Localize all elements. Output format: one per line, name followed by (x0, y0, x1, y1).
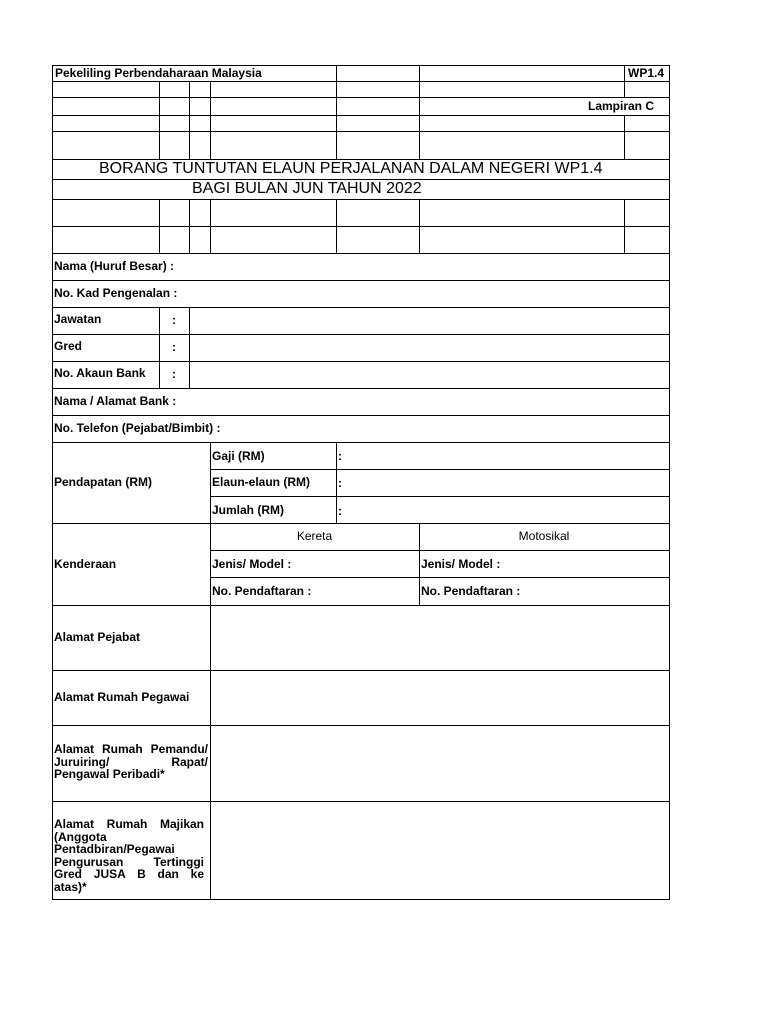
grid-line (52, 97, 670, 98)
car-registration-label: No. Pendaftaran : (212, 584, 312, 598)
position-label: Jawatan (54, 312, 102, 326)
phone-label: No. Telefon (Pejabat/Bimbit) : (54, 421, 221, 435)
grid-line (52, 361, 670, 362)
grid-line (52, 131, 670, 132)
grid-line (419, 199, 420, 253)
grid-line (52, 801, 670, 802)
motorcycle-type-label: Jenis/ Model : (421, 557, 501, 571)
vehicle-label: Kenderaan (54, 557, 117, 571)
grid-line (189, 199, 190, 253)
grid-line (210, 81, 211, 159)
grid-line (624, 65, 625, 97)
grid-line (669, 65, 670, 900)
grid-line (210, 550, 670, 551)
grid-line (624, 115, 625, 159)
grid-line (336, 65, 337, 159)
motorcycle-header: Motosikal (518, 529, 570, 543)
car-type-label: Jenis/ Model : (212, 557, 292, 571)
grid-line (189, 81, 190, 159)
grid-line (624, 199, 625, 253)
form-code: WP1.4 (628, 66, 665, 80)
form-title: BORANG TUNTUTAN ELAUN PERJALANAN DALAM NEGERI WP1.4 (99, 160, 603, 177)
grid-line (52, 899, 670, 900)
grid-line (419, 65, 420, 159)
attachment-label: Lampiran C (588, 99, 655, 113)
grid-line (159, 199, 160, 253)
grid-line (52, 115, 670, 116)
office-address-label: Alamat Pejabat (54, 630, 141, 644)
employer-address-label: Alamat Rumah Majikan (Anggota Pentadbiran/Pegawai Pengurusan Tertinggi Gred JUSA B dan ke atas)* (54, 817, 204, 894)
grid-line (52, 415, 670, 416)
car-header: Kereta (296, 529, 333, 543)
name-label: Nama (Huruf Besar) : (54, 259, 175, 273)
grid-line (52, 199, 670, 200)
colon: : (172, 367, 176, 381)
grid-line (189, 307, 190, 388)
grid-line (336, 442, 337, 523)
grid-line (52, 81, 670, 82)
grid-line (52, 523, 670, 524)
grid-line (210, 199, 211, 253)
home-address-label: Alamat Rumah Pegawai (54, 690, 190, 704)
grid-line (52, 280, 670, 281)
colon: : (338, 476, 342, 490)
grid-line (210, 469, 670, 470)
grid-line (210, 577, 670, 578)
colon: : (172, 340, 176, 354)
grid-line (210, 442, 211, 900)
bank-account-label: No. Akaun Bank (54, 366, 146, 380)
grid-line (52, 253, 670, 254)
circular-title: Pekeliling Perbendaharaan Malaysia (55, 66, 262, 80)
income-label: Pendapatan (RM) (54, 475, 153, 489)
motorcycle-registration-label: No. Pendaftaran : (421, 584, 521, 598)
grid-line (52, 334, 670, 335)
colon: : (338, 449, 342, 463)
grid-line (52, 388, 670, 389)
grade-label: Gred (54, 339, 83, 353)
grid-line (336, 199, 337, 253)
grid-line (159, 81, 160, 159)
grid-line (52, 65, 53, 900)
colon: : (172, 313, 176, 327)
grid-line (52, 605, 670, 606)
claim-form-sheet (52, 65, 670, 901)
total-label: Jumlah (RM) (212, 503, 284, 517)
grid-line (52, 670, 670, 671)
allowances-label: Elaun-elaun (RM) (212, 475, 310, 489)
form-subtitle: BAGI BULAN JUN TAHUN 2022 (192, 180, 422, 197)
salary-label: Gaji (RM) (212, 449, 265, 463)
grid-line (52, 226, 670, 227)
grid-line (52, 442, 670, 443)
bank-name-label: Nama / Alamat Bank : (54, 394, 177, 408)
grid-line (52, 307, 670, 308)
grid-line (159, 307, 160, 388)
driver-address-label: Alamat Rumah Pemandu/ Juruiring/ Rapat/ Pengawal Peribadi* (54, 742, 208, 781)
grid-line (210, 496, 670, 497)
ic-label: No. Kad Pengenalan : (54, 286, 178, 300)
grid-line (52, 725, 670, 726)
colon: : (338, 504, 342, 518)
